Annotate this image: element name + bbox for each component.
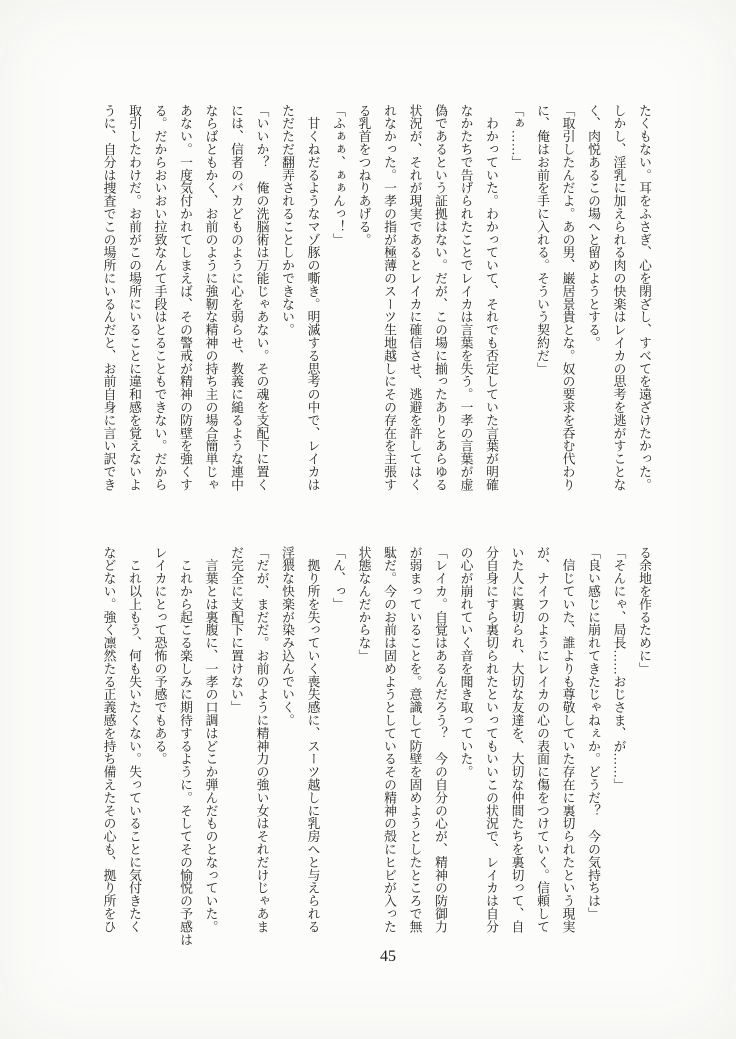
text-column: 信じていた、誰よりも尊敬していた存在に裏切られたという現実 <box>560 546 575 933</box>
text-column: 状況が、それが現実であるとレイカに確信させ、逃避を許してはく <box>407 104 422 491</box>
text-column: 「いいか？ 俺の洗脳術は万能じゃあない。その魂を支配下に置く <box>254 104 269 491</box>
text-column: く、肉悦あるこの場へと留めようとする。 <box>586 104 600 350</box>
text-column: る。だからおいおい拉致なんて手段はとることもできない。だから <box>152 104 167 491</box>
text-block-bottom <box>95 546 656 952</box>
text-column: 「ふぁぁ、ぁぁんっ！」 <box>331 104 345 246</box>
text-column: 「レイカ。自覚はあるんだろう？ 今の自分の心が、精神の防御力 <box>433 546 447 933</box>
text-column: 「そんにゃ、局長……おじさま、が……」 <box>611 546 626 792</box>
text-column: これから起こる楽しみに期待するように。そしてその愉悦の予感は <box>178 546 192 946</box>
text-column: ならばともかく、お前のように強靭な精神の持ち主の場合簡単じゃ <box>203 104 218 491</box>
text-column: には、信者のバカどものように心を弱らせ、教義に縋るような連中 <box>229 104 243 491</box>
text-column: なかたちで告げられたことでレイカは言葉を失う。一孝の言葉が虚 <box>458 104 473 491</box>
text-column: 言葉とは裏腹に、一孝の口調はどこか弾んだものとなっていた。 <box>203 546 218 933</box>
text-column: ただただ翻弄されることしかできない。 <box>280 104 294 337</box>
text-column: だ完全に支配下に置けない」 <box>229 546 243 714</box>
text-column: が弱まっていることを。意識して防壁を固めようとしたところで無 <box>407 546 422 933</box>
text-column: わかっていた。わかっていて、それでも否定していた言葉が明確 <box>484 104 498 491</box>
text-column: あない。一度気付かれてしまえば、その警戒が精神の防壁を強くす <box>178 104 192 491</box>
text-column: たくもない。耳をふさぎ、心を閉ざし、すべてを遠ざけたかった。 <box>637 104 651 491</box>
text-column: 取引したわけだ。お前がこの場所にいることに違和感を覚えないよ <box>127 104 141 491</box>
text-column: 「だが、まだだ。お前のように精神力の強い女はそれだけじゃあま <box>254 546 269 933</box>
text-column: 甘くねだるようなマゾ豚の嘶き。明滅する思考の中で、レイカは <box>305 104 320 491</box>
text-column: に、俺はお前を手に入れる。そういう契約だ」 <box>535 104 549 375</box>
text-column: これ以上もう、何も失いたくない。失っていることに気付きたく <box>127 546 141 933</box>
text-column: 「ぁ……」 <box>509 104 524 169</box>
text-column: 分自身にすら裏切られたといってもいいこの状況で、レイカは自分 <box>484 546 498 933</box>
text-column: の心が崩れていく音を聞き取っていた。 <box>458 546 473 779</box>
text-column: 淫猥な快楽が染み込んでいく。 <box>280 546 294 727</box>
text-column: 拠り所を失っていく喪失感に、スーツ越しに乳房へと与えられる <box>305 546 320 933</box>
text-column: 「取引したんだよ。あの男、巌居景貴とな。奴の要求を呑む代わり <box>560 104 575 491</box>
text-column: が、ナイフのようにレイカの心の表面に傷をつけていく。信頼して <box>535 546 549 933</box>
text-column: 状態なんだからな」 <box>356 546 371 663</box>
text-column: いた人に裏切られ、大切な友達を、大切な仲間たちを裏切って、自 <box>509 546 524 933</box>
text-column: しかし、淫乳に加えられる肉の快楽はレイカの思考を逃がすことな <box>611 104 626 491</box>
text-column: うに、自分は捜査でこの場所にいるんだと、お前自身に言い訳でき <box>101 104 116 491</box>
text-column: 「良い感じに崩れてきたじゃねぇか。どうだ？ 今の気持ちは」 <box>586 546 600 921</box>
text-column: 「ん、っ」 <box>331 546 345 611</box>
text-column: る乳首をつねりあげる。 <box>356 104 371 246</box>
text-block-top <box>95 104 656 506</box>
text-column: 偽であるという証拠はない。だが、この場に揃ったありとあらゆる <box>433 104 447 491</box>
text-column: レイカにとって恐怖の予感でもある。 <box>152 546 167 766</box>
page-number: 45 <box>380 948 396 965</box>
text-column: などない。強く凛然たる正義感を持ち備えたその心も、拠り所をひ <box>101 546 116 933</box>
text-column: れなかった。一孝の指が極薄のスーツ生地越しにその存在を主張す <box>382 104 396 491</box>
text-column: る余地を作るために」 <box>637 546 651 675</box>
text-column: 駄だ。今のお前は固めようとしているその精神の殻にヒビが入った <box>382 546 396 933</box>
